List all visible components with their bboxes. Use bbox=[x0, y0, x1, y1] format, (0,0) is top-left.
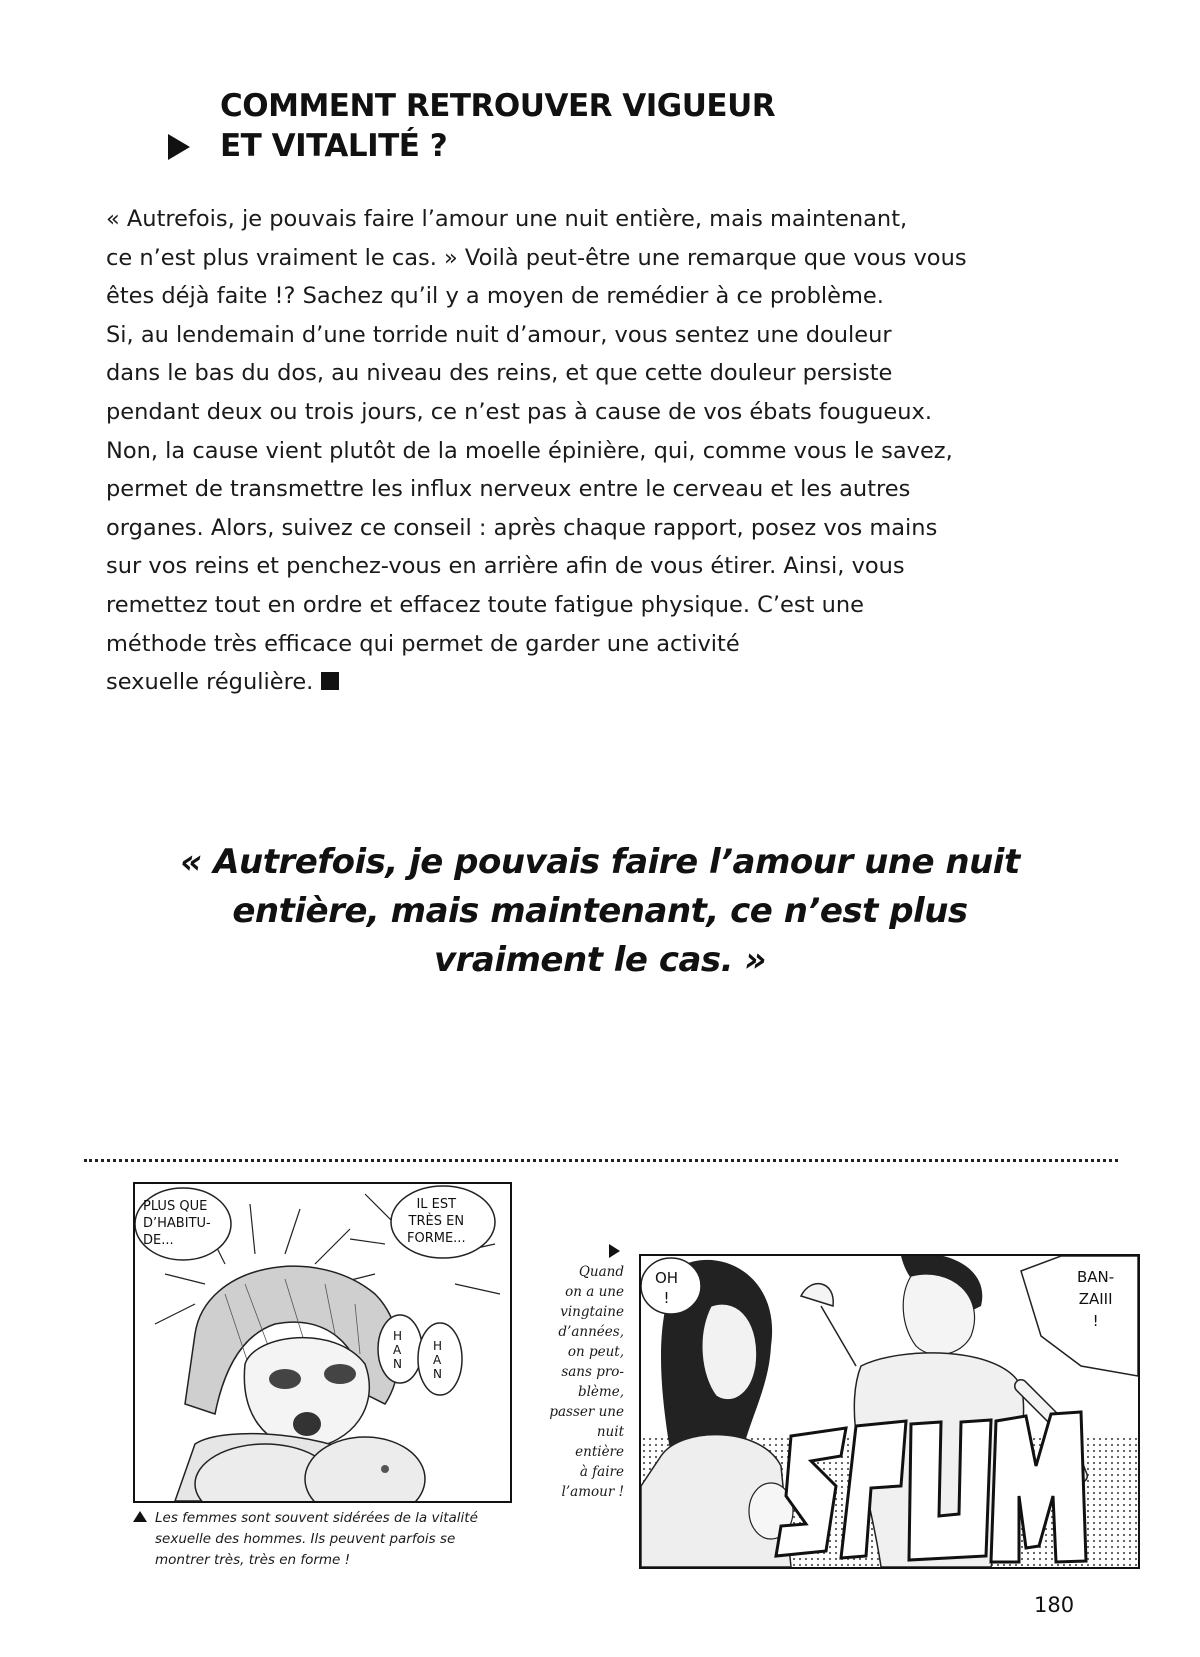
caption-arrow-icon bbox=[609, 1244, 620, 1258]
bubble-line: ZAIII bbox=[1078, 1290, 1113, 1308]
body-line: dans le bas du dos, au niveau des reins, et que cette douleur persiste bbox=[106, 360, 893, 387]
bubble-line: BAN- bbox=[1077, 1268, 1115, 1286]
body-line: pendant deux ou trois jours, ce n’est pas à cause de vos ébats fougueux. bbox=[106, 398, 932, 425]
page-number: 180 bbox=[1034, 1593, 1075, 1617]
bubble-line: OH bbox=[655, 1269, 679, 1287]
speech-bubble-banzai bbox=[1077, 1266, 1114, 1332]
caption-line: vingtaine bbox=[560, 1304, 624, 1320]
bubble-line: DE... bbox=[143, 1233, 174, 1248]
end-square-icon bbox=[321, 672, 339, 690]
heading-arrow-icon bbox=[168, 134, 190, 160]
speech-bubble-il-est bbox=[407, 1196, 466, 1247]
heading-line: ET VITALITÉ ? bbox=[220, 128, 448, 164]
pull-quote-line: « Autrefois, je pouvais faire l’amour une nuit bbox=[180, 842, 1020, 882]
caption-line: on a une bbox=[565, 1284, 624, 1300]
caption-line bbox=[133, 1508, 513, 1529]
body-paragraph bbox=[106, 200, 1096, 702]
body-line: permet de transmettre les influx nerveux entre le cerveau et les autres bbox=[106, 476, 911, 503]
body-line: Non, la cause vient plutôt de la moelle épinière, qui, comme vous le savez, bbox=[106, 437, 953, 464]
caption-line: sans pro- bbox=[561, 1364, 624, 1380]
caption-line: nuit bbox=[596, 1424, 624, 1440]
bubble-line: D’HABITU- bbox=[143, 1216, 211, 1231]
caption-line: passer une bbox=[549, 1404, 624, 1420]
pull-quote-line: entière, mais maintenant, ce n’est plus bbox=[232, 891, 968, 931]
pull-quote bbox=[100, 838, 1100, 985]
caption-line: sexuelle des hommes. Ils peuvent parfois se bbox=[155, 1531, 456, 1547]
body-line: organes. Alors, suivez ce conseil : après chaque rapport, posez vos mains bbox=[106, 514, 938, 541]
caption-line: à faire bbox=[579, 1464, 624, 1480]
bubble-line: TRÈS EN bbox=[408, 1214, 465, 1229]
manga-panel-left bbox=[133, 1182, 512, 1503]
section-heading bbox=[220, 86, 775, 166]
sfx-han-1: HAN bbox=[393, 1329, 403, 1371]
caption-text: Les femmes sont souvent sidérées de la vitalité bbox=[155, 1510, 478, 1526]
caption-line: d’années, bbox=[558, 1324, 624, 1340]
bubble-line: FORME... bbox=[407, 1231, 466, 1246]
pull-quote-line: vraiment le cas. » bbox=[433, 940, 767, 980]
bubble-line: IL EST bbox=[416, 1197, 457, 1212]
body-line: Si, au lendemain d’une torride nuit d’amour, vous sentez une douleur bbox=[106, 321, 892, 348]
caption-line: l’amour ! bbox=[561, 1484, 624, 1500]
dotted-divider bbox=[84, 1159, 1118, 1162]
caption-triangle-icon bbox=[133, 1511, 147, 1522]
manga-illustration-right bbox=[641, 1256, 1138, 1567]
caption-line: Quand bbox=[578, 1264, 624, 1280]
body-line: méthode très efficace qui permet de garder une activité bbox=[106, 630, 740, 657]
body-line: êtes déjà faite !? Sachez qu’il y a moyen de remédier à ce problème. bbox=[106, 283, 884, 310]
caption-line: blème, bbox=[577, 1384, 624, 1400]
body-line: remettez tout en ordre et effacez toute fatigue physique. C’est une bbox=[106, 591, 864, 618]
body-line-last bbox=[106, 663, 1096, 702]
bubble-line: ! bbox=[1092, 1312, 1099, 1330]
heading-line: COMMENT RETROUVER VIGUEUR bbox=[220, 88, 776, 124]
caption-line: on peut, bbox=[567, 1344, 624, 1360]
body-line: sur vos reins et penchez-vous en arrière afin de vous étirer. Ainsi, vous bbox=[106, 553, 905, 580]
bubble-line: PLUS QUE bbox=[143, 1199, 208, 1214]
caption-line: montrer très, très en forme ! bbox=[155, 1552, 351, 1568]
speech-bubble-oh bbox=[655, 1268, 678, 1308]
body-line: ce n’est plus vraiment le cas. » Voilà peut-être une remarque que vous vous bbox=[106, 244, 967, 271]
caption-left bbox=[133, 1508, 513, 1571]
manga-panel-right bbox=[639, 1254, 1140, 1569]
body-line-text: sexuelle régulière. bbox=[106, 669, 314, 696]
bubble-line: ! bbox=[663, 1289, 670, 1307]
caption-line: entière bbox=[575, 1444, 624, 1460]
speech-bubble-plus-que bbox=[143, 1198, 211, 1249]
sfx-han-2: HAN bbox=[433, 1339, 443, 1381]
caption-right bbox=[540, 1262, 624, 1502]
body-line: « Autrefois, je pouvais faire l’amour une nuit entière, mais maintenant, bbox=[106, 206, 908, 232]
